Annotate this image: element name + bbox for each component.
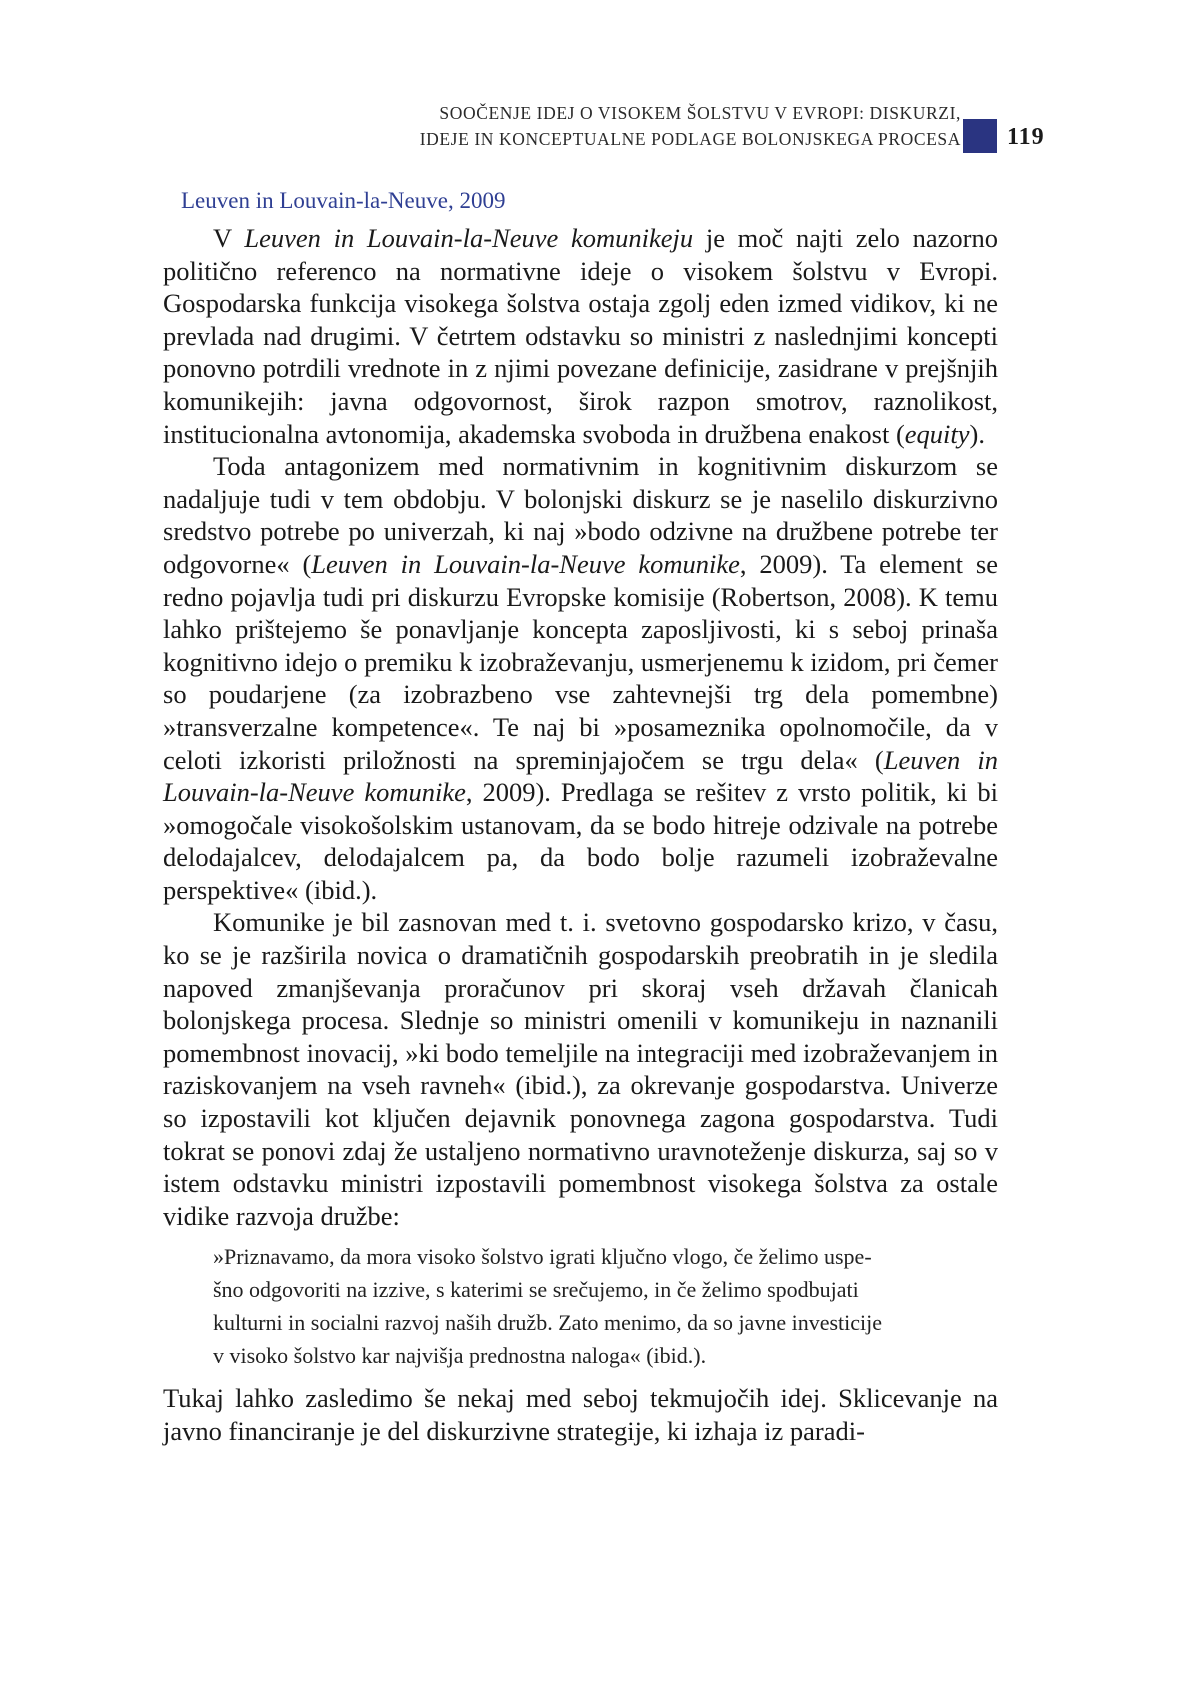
paragraph-2-title-italic-2: Leuven in Louvain-la-Neuve komunike bbox=[163, 744, 998, 808]
paragraph-1-title-italic: Leuven in Louvain-la-Neuve komunikeju bbox=[244, 223, 694, 253]
page-body bbox=[163, 184, 998, 1448]
paragraph-4: Tukaj lahko zasledimo še nekaj med seboj tekmujočih idej. Sklicevanje na javno financiranje je del diskurzivne strategije, ki izhaja iz paradi- bbox=[163, 1383, 998, 1446]
running-head-line-2: IDEJE IN KONCEPTUALNE PODLAGE BOLONJSKEGA PROCESA bbox=[419, 129, 961, 149]
paragraph-1-text-c: je moč najti zelo nazorno politično referenco na normativne ideje o visokem šolstvu v Evropi. Gospodarska funkcija visokega šolstva ostaja zgolj eden izmed vidikov, ki ne prevlada nad drugimi. V četrtem odstavku so ministri z naslednjimi koncepti ponovno potrdili vrednote in z njimi povezane definicije, zasidrane v prejšnjih komunikejih: javna odgovornost, širok razpon smotrov, raznolikost, institucionalna avtonomija, akademska svoboda in družbena enakost ( bbox=[163, 223, 998, 449]
quote-line-2: šno odgovoriti na izzive, s katerimi se srečujemo, in če želimo spodbujati bbox=[213, 1277, 859, 1303]
paragraph-2-title-italic-1: Leuven in Louvain-la-Neuve komunike bbox=[311, 548, 740, 579]
quote-line-3: kulturni in socialni razvoj naših družb. Zato menimo, da so javne investicije bbox=[213, 1310, 883, 1336]
paragraph-2-text-c: , 2009). Ta element se redno pojavlja tudi pri diskurzu Evropske komisije (Robertson, 2008). K temu lahko prištejemo še ponavljanje koncepta zaposljivosti, ki s seboj prinaša kognitivno idejo o premiku k izobraževanju, usmerjenemu k izidom, pri čemer so poudarjene (za izobrazbeno vse zahtevnejši trg dela pomembne) »transverzalne kompetence«. Te naj bi »posameznika opolnomočile, da v celoti izkoristi priložnosti na spreminjajočem se trgu dela« ( bbox=[163, 548, 998, 775]
paragraph-1-text-e: ). bbox=[969, 418, 985, 449]
header-accent-square bbox=[963, 119, 997, 153]
quote-line-1: »Priznavamo, da mora visoko šolstvo igrati ključno vlogo, če želimo uspe- bbox=[213, 1244, 872, 1270]
running-head-line-1: SOOČENJE IDEJ O VISOKEM ŠOLSTVU V EVROPI: DISKURZI, bbox=[439, 103, 961, 123]
section-heading: Leuven in Louvain-la-Neuve, 2009 bbox=[181, 188, 506, 213]
paragraph-1-equity-italic: equity bbox=[904, 418, 970, 449]
page-number: 119 bbox=[1007, 124, 1045, 150]
paragraph-2-text-e: , 2009). Predlaga se rešitev z vrsto politik, ki bi »omogočale visokošolskim ustanovam, da se bodo hitreje odzivale na potrebe delodajalcev, delodajalcem pa, da bodo bolje razumeli izobraževalne perspektive« (ibid.). bbox=[163, 777, 998, 905]
paragraph-3: Komunike je bil zasnovan med t. i. svetovno gospodarsko krizo, v času, ko se je razširila novica o dramatičnih gospodarskih preobratih in je sledila napoved zmanjševanja proračunov pri skoraj vseh državah članicah bolonjskega procesa. Slednje so ministri omenili v komunikeju in naznanili pomembnost inovacij, »ki bodo temeljile na integraciji med izobraževanjem in raziskovanjem na vseh ravneh« (ibid.), za okrevanje gospodarstva. Univerze so izpostavili kot ključen dejavnik ponovnega zagona gospodarstva. Tudi tokrat se ponovi zdaj že ustaljeno normativno uravnoteženje diskurza, saj so v istem odstavku ministri izpostavili pomembnost visokega šolstva za ostale vidike razvoja družbe: bbox=[163, 907, 998, 1231]
block-quote bbox=[213, 1240, 998, 1372]
running-head bbox=[420, 100, 961, 152]
paragraph-2-text-a: Toda antagonizem med normativnim in kognitivnim diskurzom se nadaljuje tudi v tem obdobju. V bolonjski diskurz se je naselilo diskurzivno sredstvo potrebe po univerzah, ki naj »bodo odzivne na družbene potrebe ter odgovorne« ( bbox=[163, 451, 998, 579]
paragraph-1 bbox=[163, 222, 998, 450]
paragraph-2 bbox=[163, 450, 998, 906]
paragraph-1-text-a: V bbox=[213, 223, 245, 253]
quote-line-4: v visoko šolstvo kar najvišja prednostna naloga« (ibid.). bbox=[213, 1343, 707, 1369]
